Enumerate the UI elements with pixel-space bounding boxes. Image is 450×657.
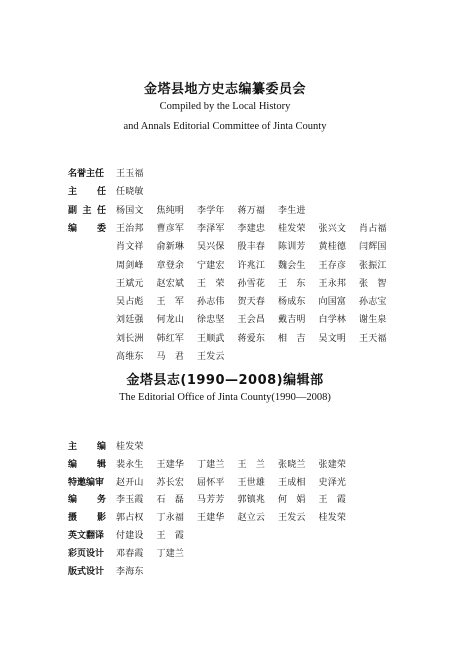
person-name: 谢生泉: [359, 315, 387, 326]
person-name: 徐忠坚: [197, 315, 225, 326]
person-name: 丁建兰: [197, 459, 225, 470]
person-name: 张建荣: [318, 459, 347, 470]
person-name: 王顺武: [197, 333, 225, 344]
person-name: 肖占福: [359, 223, 387, 234]
role-label: 副 主 任: [68, 205, 106, 216]
role-label: 编 务: [68, 495, 106, 506]
person-name: 王天福: [359, 333, 387, 344]
person-name: 王治邦: [116, 223, 144, 234]
role-label: 彩页设计: [68, 548, 105, 559]
person-name: 陈训芳: [278, 242, 306, 253]
person-name: 王发云: [278, 513, 306, 524]
person-name: 闫辉国: [359, 242, 387, 253]
person-name: 李建忠: [237, 223, 266, 234]
role-label: 主 任: [68, 187, 106, 198]
person-name: 赵开山: [116, 477, 144, 488]
person-name: 马芳芳: [197, 495, 225, 506]
person-name: 刘廷强: [116, 315, 144, 326]
person-name: 王玉福: [116, 169, 144, 179]
office-title-cn: 金塔县志(1990—2008)编辑部: [126, 373, 324, 388]
role-label: 摄 影: [68, 513, 106, 524]
person-name: 王 东: [278, 278, 306, 289]
role-label: 编 委: [68, 223, 106, 234]
person-name: 孙雪花: [237, 278, 266, 289]
person-name: 王建华: [197, 513, 225, 524]
person-name: 李生进: [278, 205, 306, 216]
person-name: 向国富: [318, 297, 347, 308]
person-name: 赵宏斌: [156, 278, 185, 289]
person-name: 王 军: [156, 297, 185, 308]
person-name: 王发云: [197, 352, 225, 362]
person-name: 王永邦: [318, 278, 347, 289]
person-name: 孙志伟: [197, 297, 225, 308]
committee-title-en-line2: and Annals Editorial Committee of Jinta County: [123, 121, 327, 132]
person-name: 何 娟: [278, 495, 306, 506]
role-label: 名誉主任: [68, 169, 105, 179]
role-label: 编 辑: [68, 459, 106, 470]
role-label: 版式设计: [68, 566, 105, 577]
person-name: 王 兰: [237, 459, 266, 470]
person-name: 周剑峰: [116, 260, 144, 271]
person-name: 史泽光: [318, 477, 347, 488]
person-name: 张兴文: [318, 223, 347, 234]
person-name: 肖文祥: [116, 242, 144, 253]
committee-title-en-line1: Compiled by the Local History: [159, 101, 291, 112]
person-name: 刘长洲: [116, 333, 144, 344]
person-name: 何龙山: [156, 315, 185, 326]
person-name: 王建华: [156, 459, 185, 470]
person-name: 吴兴保: [197, 242, 225, 253]
role-label: 主 编: [68, 442, 106, 452]
person-name: 王成相: [278, 477, 306, 488]
person-name: 李泽军: [197, 223, 225, 234]
person-name: 桂发荣: [278, 223, 306, 234]
person-name: 王 荣: [197, 278, 225, 289]
person-name: 章登余: [156, 260, 185, 271]
person-name: 黄桂德: [318, 242, 347, 253]
person-name: 曹彦军: [156, 223, 185, 234]
person-name: 戴吉明: [278, 315, 306, 326]
person-name: 贺天春: [237, 297, 266, 308]
person-name: 杨国文: [116, 205, 144, 216]
person-name: 白学林: [318, 315, 347, 326]
person-name: 李玉霞: [116, 495, 144, 506]
person-name: 丁永福: [156, 513, 185, 524]
committee-title-cn: 金塔县地方史志编纂委员会: [143, 82, 306, 97]
person-name: 裴永生: [116, 459, 144, 470]
person-name: 马 君: [156, 352, 185, 362]
person-name: 蒋爱东: [237, 333, 266, 344]
person-name: 付建设: [116, 531, 144, 541]
person-name: 张振江: [359, 260, 387, 271]
person-name: 蒋万福: [237, 205, 266, 216]
person-name: 郭镇兆: [237, 495, 266, 506]
role-label: 英文翻译: [68, 531, 105, 541]
person-name: 殷丰春: [237, 242, 266, 253]
person-name: 桂发荣: [318, 513, 347, 524]
person-name: 吴文明: [318, 333, 347, 344]
person-name: 王存彦: [318, 260, 347, 271]
person-name: 魏会生: [278, 260, 306, 271]
person-name: 赵立云: [237, 513, 266, 524]
person-name: 任晓敏: [116, 187, 144, 198]
person-name: 宁建宏: [197, 260, 225, 271]
person-name: 屈怀平: [197, 477, 225, 488]
person-name: 王斌元: [116, 278, 144, 289]
person-name: 王 霞: [318, 495, 347, 506]
person-name: 张 智: [359, 278, 387, 289]
person-name: 王 霞: [156, 531, 185, 541]
person-name: 石 磊: [156, 495, 185, 506]
person-name: 邓春霞: [116, 548, 144, 559]
person-name: 王会昌: [237, 315, 266, 326]
person-name: 许兆江: [237, 260, 266, 271]
person-name: 郭占权: [116, 513, 144, 524]
person-name: 李海东: [116, 566, 144, 577]
person-name: 韩红军: [156, 333, 185, 344]
person-name: 焦纯明: [156, 205, 185, 216]
person-name: 李学年: [197, 205, 225, 216]
person-name: 桂发荣: [116, 442, 144, 452]
person-name: 高维东: [116, 352, 144, 362]
person-name: 吴占彪: [116, 297, 144, 308]
person-name: 王世雄: [237, 477, 266, 488]
person-name: 杨成东: [278, 297, 306, 308]
person-name: 苏长宏: [156, 477, 185, 488]
person-name: 俞新琳: [156, 242, 185, 253]
person-name: 丁建兰: [156, 548, 185, 559]
role-label: 特邀编审: [68, 477, 105, 488]
person-name: 相 吉: [278, 333, 306, 344]
person-name: 孙志宝: [359, 297, 387, 308]
person-name: 张晓兰: [278, 459, 306, 470]
office-title-en: The Editorial Office of Jinta County(1990—2008): [119, 392, 331, 403]
